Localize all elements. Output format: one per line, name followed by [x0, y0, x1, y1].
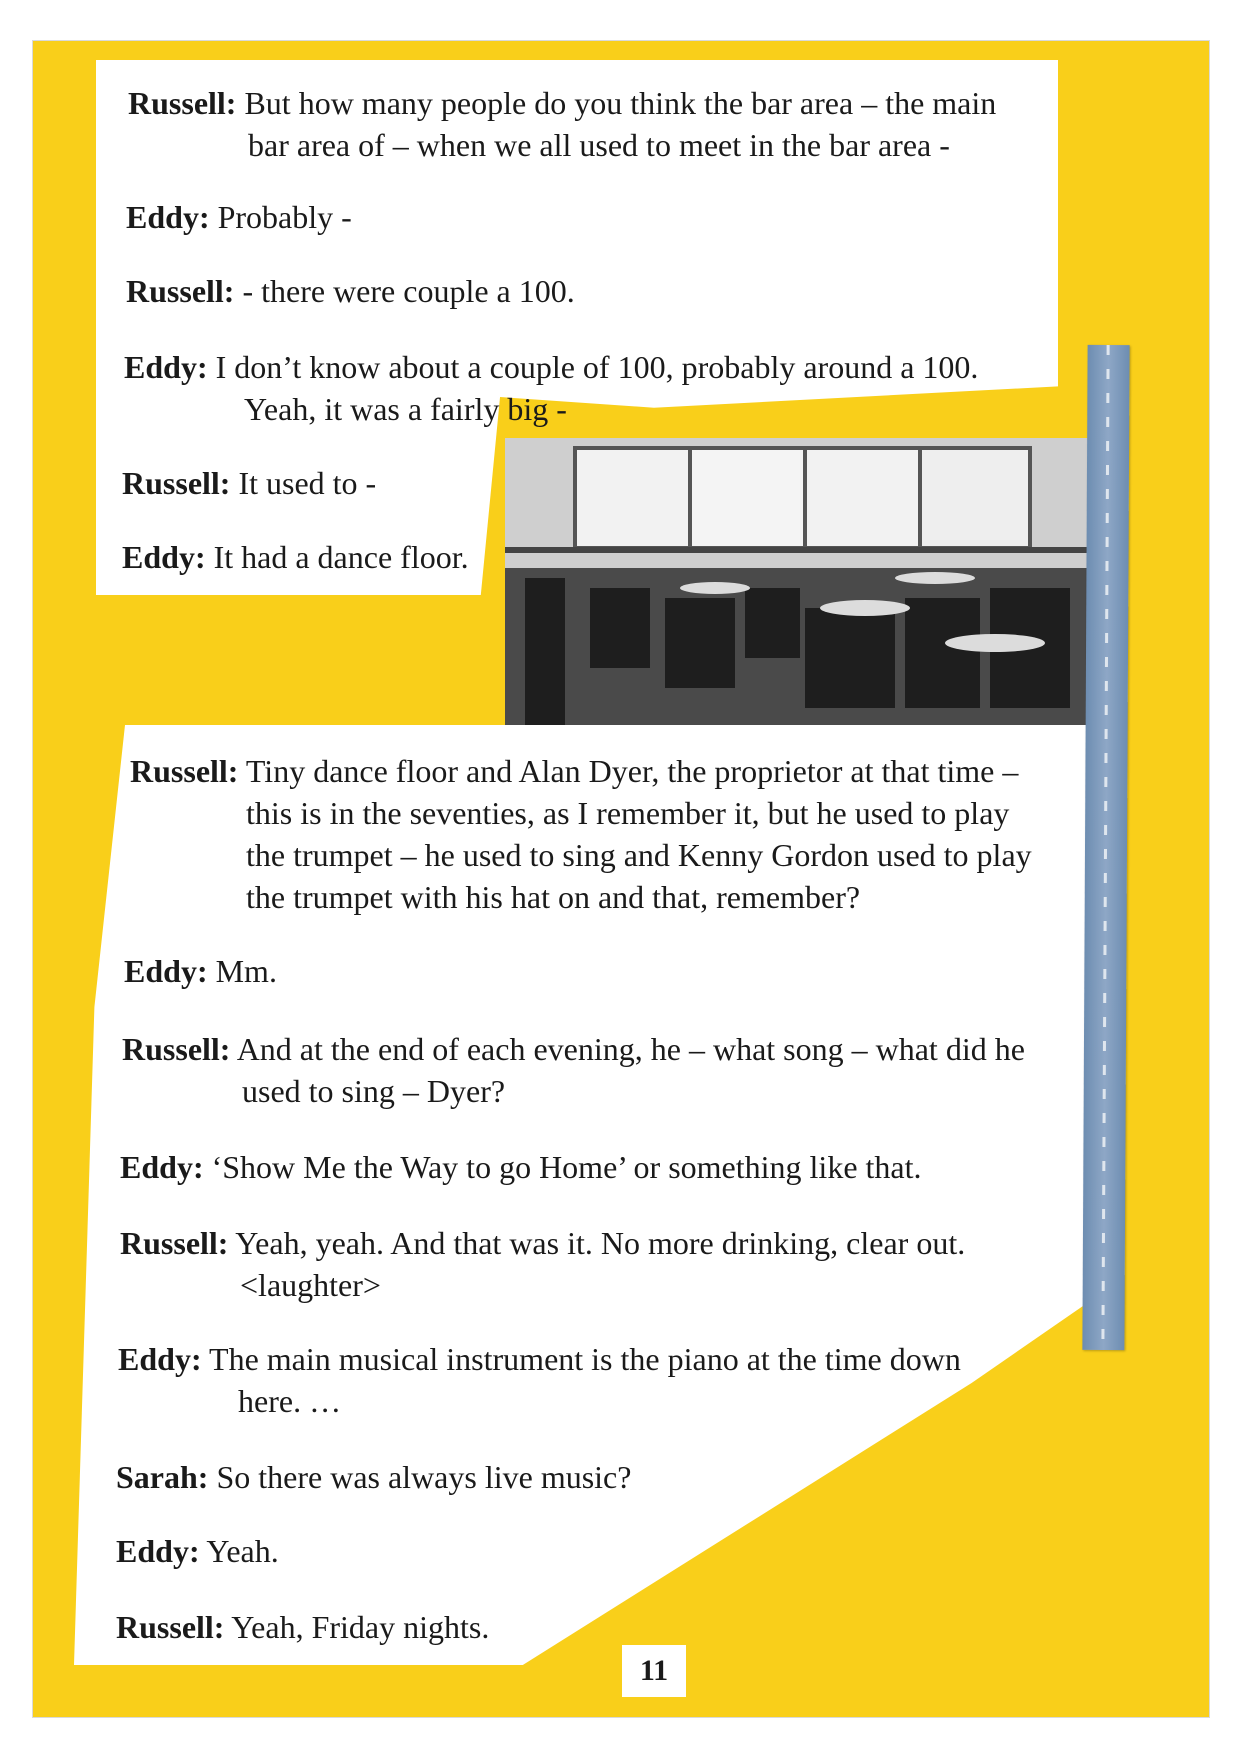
bar-area-photo [505, 438, 1095, 730]
dialogue-line-9 [122, 1028, 1025, 1070]
speaker-name: Eddy: [116, 1533, 200, 1569]
dialogue-line-11 [120, 1222, 965, 1264]
dialogue-text: the trumpet – he used to sing and Kenny Gordon used to play [246, 837, 1032, 873]
dialogue-text: this is in the seventies, as I remember it, but he used to play [246, 795, 1010, 831]
dialogue-line-12-cont [118, 1380, 341, 1422]
dialogue-line-3 [126, 270, 575, 312]
dialogue-text: Probably - [209, 199, 352, 235]
dialogue-line-7 [130, 750, 1018, 792]
speaker-name: Russell: [120, 1225, 229, 1261]
speaker-name: Eddy: [124, 953, 208, 989]
dialogue-text: Mm. [207, 953, 277, 989]
speaker-name: Sarah: [116, 1459, 209, 1495]
dialogue-line-7-cont-2 [126, 834, 1032, 876]
dialogue-text: The main musical instrument is the piano at the time down [201, 1341, 961, 1377]
dialogue-line-2 [126, 196, 352, 238]
dialogue-text: bar area of – when we all used to meet in the bar area - [248, 127, 950, 163]
speaker-name: Eddy: [122, 539, 206, 575]
speaker-name: Eddy: [120, 1149, 204, 1185]
dialogue-text: here. … [238, 1383, 342, 1419]
tape-dash-pattern [1101, 345, 1109, 1350]
dialogue-text: <laughter> [240, 1267, 381, 1303]
dialogue-line-10 [120, 1146, 922, 1188]
dialogue-text: Yeah, it was a fairly big - [244, 391, 567, 427]
dialogue-text: So there was always live music? [208, 1459, 632, 1495]
dialogue-line-7-cont-1 [126, 792, 1009, 834]
dialogue-text: Yeah, yeah. And that was it. No more drinking, clear out. [228, 1225, 966, 1261]
speaker-name: Eddy: [126, 199, 210, 235]
blue-tape-strip [1082, 345, 1129, 1350]
dialogue-text: ‘Show Me the Way to go Home’ or something like that. [203, 1149, 922, 1185]
dialogue-text: the trumpet with his hat on and that, remember? [246, 879, 861, 915]
speaker-name: Russell: [128, 85, 237, 121]
dialogue-text: I don’t know about a couple of 100, probably around a 100. [207, 349, 979, 385]
speaker-name: Russell: [130, 753, 239, 789]
dialogue-line-4 [124, 346, 978, 388]
speaker-name: Eddy: [118, 1341, 202, 1377]
dialogue-text: Yeah. [199, 1533, 279, 1569]
dialogue-line-12 [118, 1338, 961, 1380]
dialogue-text: It used to - [230, 465, 377, 501]
dialogue-line-4-cont [124, 388, 567, 430]
dialogue-line-6 [122, 536, 469, 578]
speaker-name: Russell: [116, 1609, 225, 1645]
bar-area-photo-image [505, 438, 1095, 730]
dialogue-line-14 [116, 1530, 279, 1572]
dialogue-text: - there were couple a 100. [234, 273, 575, 309]
dialogue-text: Tiny dance floor and Alan Dyer, the proprietor at that time – [238, 753, 1019, 789]
speaker-name: Russell: [122, 465, 231, 501]
page-number: 11 [622, 1645, 686, 1697]
dialogue-line-15 [116, 1606, 489, 1648]
dialogue-text: used to sing – Dyer? [242, 1073, 506, 1109]
dialogue-text: It had a dance floor. [205, 539, 469, 575]
dialogue-line-11-cont [120, 1264, 381, 1306]
dialogue-text: But how many people do you think the bar area – the main [236, 85, 997, 121]
dialogue-line-9-cont [122, 1070, 505, 1112]
speaker-name: Russell: [122, 1031, 231, 1067]
dialogue-line-13 [116, 1456, 631, 1498]
speaker-name: Eddy: [124, 349, 208, 385]
dialogue-line-1-cont [128, 124, 950, 166]
dialogue-line-5 [122, 462, 376, 504]
dialogue-line-1 [128, 82, 996, 124]
dialogue-line-8 [124, 950, 277, 992]
dialogue-text: And at the end of each evening, he – what song – what did he [230, 1031, 1025, 1067]
dialogue-line-7-cont-3 [126, 876, 860, 918]
dialogue-text: Yeah, Friday nights. [224, 1609, 490, 1645]
speaker-name: Russell: [126, 273, 235, 309]
